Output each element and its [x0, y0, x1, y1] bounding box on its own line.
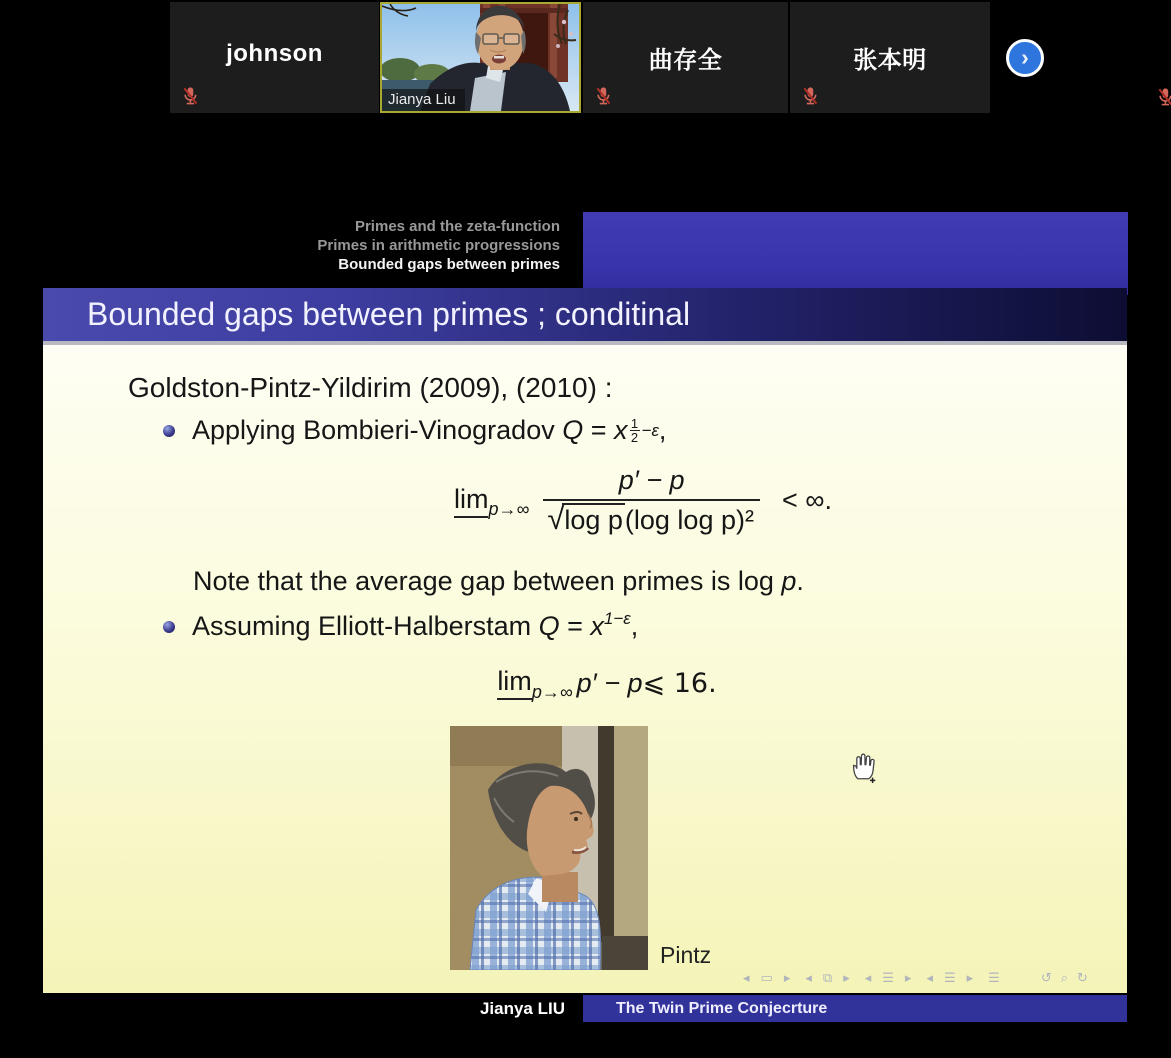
prev-section-icon[interactable]: ◂	[864, 971, 872, 986]
nav-group-appendix	[988, 971, 1000, 986]
lim-subscript: p→∞	[488, 499, 530, 519]
participant-tile-qucunquan[interactable]	[583, 2, 788, 113]
bullet-icon	[163, 621, 175, 633]
photo-caption: Pintz	[660, 942, 712, 968]
frac-den: 2	[630, 430, 639, 445]
math-var-p: p	[781, 566, 797, 596]
note-line	[193, 566, 804, 597]
presentation-icon[interactable]: ☰	[943, 971, 956, 986]
bullet-item-1	[163, 415, 666, 454]
frames-icon[interactable]: ⧉	[822, 971, 833, 986]
muted-mic-icon	[181, 85, 199, 106]
search-icon[interactable]: ⌕	[1060, 971, 1068, 986]
participant-name: 曲存全	[648, 47, 723, 74]
participant-name: Jianya Liu	[382, 89, 465, 111]
math-var-Q: Q	[538, 611, 560, 641]
prev-presentation-icon[interactable]: ◂	[926, 971, 933, 986]
note-text: Note that the average gap between primes is log	[193, 566, 782, 596]
nav-group-presentation	[926, 971, 973, 986]
bullet-item-2	[163, 609, 638, 642]
frame-icon[interactable]: ▭	[760, 971, 773, 986]
footer-author: Jianya LIU	[479, 999, 565, 1018]
nav-group-frame	[743, 971, 790, 986]
math-exponent: 1−ε	[603, 609, 631, 628]
display-formula-1	[43, 465, 1127, 536]
participant-tile-jianya-liu-video[interactable]	[380, 2, 581, 113]
breadcrumb-section-2: Primes in arithmetic progressions	[317, 237, 560, 254]
nav-group-frames	[805, 971, 849, 986]
back-icon[interactable]: ↺	[1040, 971, 1052, 986]
fraction	[543, 465, 760, 536]
bullet-icon	[163, 425, 175, 437]
math-equals: =	[559, 611, 591, 641]
breadcrumb-section-current: Bounded gaps between primes	[338, 256, 560, 273]
fraction-numerator: p′ − p	[618, 465, 685, 495]
inequality: ⩽ 16.	[642, 667, 717, 699]
comparison: < ∞.	[781, 485, 832, 515]
participant-name: johnson	[226, 40, 323, 67]
participant-name: 张本明	[853, 47, 927, 74]
lim-subscript: p→∞	[531, 681, 573, 702]
bullet-1-text: Applying Bombieri-Vinogradov	[192, 415, 563, 445]
next-frame-icon[interactable]: ▸	[783, 971, 791, 986]
prev-subsection-icon[interactable]: ◂	[805, 971, 812, 986]
slide-heading: Goldston-Pintz-Yildirim (2009), (2010) :	[128, 372, 613, 403]
pintz-photo	[450, 726, 648, 970]
math-expression: p′ − p	[576, 667, 643, 698]
math-var-Q: Q	[562, 415, 584, 445]
bullet-2-text: Assuming Elliott-Halberstam	[192, 611, 539, 641]
headline-accent-rect	[583, 212, 1128, 295]
next-presentation-icon[interactable]: ▸	[966, 971, 974, 986]
next-participants-button[interactable]: ›	[1006, 39, 1044, 77]
sqrt-radicand: log p	[564, 505, 623, 535]
appendix-icon[interactable]: ☰	[988, 971, 1000, 986]
beamer-navigation-bar	[743, 971, 1105, 986]
section-icon[interactable]: ☰	[882, 971, 894, 986]
participant-tile-zhangbenming[interactable]	[790, 2, 990, 113]
frac-num: 1	[630, 416, 639, 431]
next-subsection-icon[interactable]: ▸	[843, 971, 850, 986]
math-var-x: x	[614, 415, 628, 445]
math-exponent	[630, 418, 659, 443]
math-var-x: x	[590, 611, 604, 641]
breadcrumb	[140, 217, 560, 274]
math-equals: =	[583, 415, 615, 445]
denominator-tail: (log log p)²	[624, 505, 754, 535]
lim-operator: lim	[454, 484, 489, 518]
forward-icon[interactable]: ↻	[1077, 971, 1088, 986]
nav-group-section	[865, 971, 912, 986]
hand-cursor	[850, 751, 876, 783]
muted-mic-icon-clipped	[1156, 86, 1171, 107]
slide-body	[43, 341, 1127, 993]
prev-frame-icon[interactable]: ◂	[743, 971, 750, 986]
breadcrumb-section-1: Primes and the zeta-function	[354, 218, 560, 235]
muted-mic-icon	[594, 85, 612, 106]
nav-group-history	[1041, 971, 1088, 986]
participant-tile-johnson[interactable]	[170, 2, 379, 113]
punct: ,	[658, 415, 667, 445]
fraction-denominator	[543, 499, 760, 536]
slide-title: Bounded gaps between primes ; conditinal	[43, 288, 1127, 341]
punct: ,	[630, 611, 639, 641]
display-formula-2	[43, 666, 1127, 700]
next-section-icon[interactable]: ▸	[904, 971, 912, 986]
footer-talk-title: The Twin Prime Conjecrture	[583, 995, 1127, 1022]
exponent-tail: −ε	[641, 420, 659, 440]
presentation-slide	[43, 288, 1127, 993]
sqrt-sign: √	[547, 501, 565, 536]
punct: .	[796, 566, 804, 596]
muted-mic-icon	[801, 85, 819, 106]
lim-operator: lim	[497, 666, 532, 700]
